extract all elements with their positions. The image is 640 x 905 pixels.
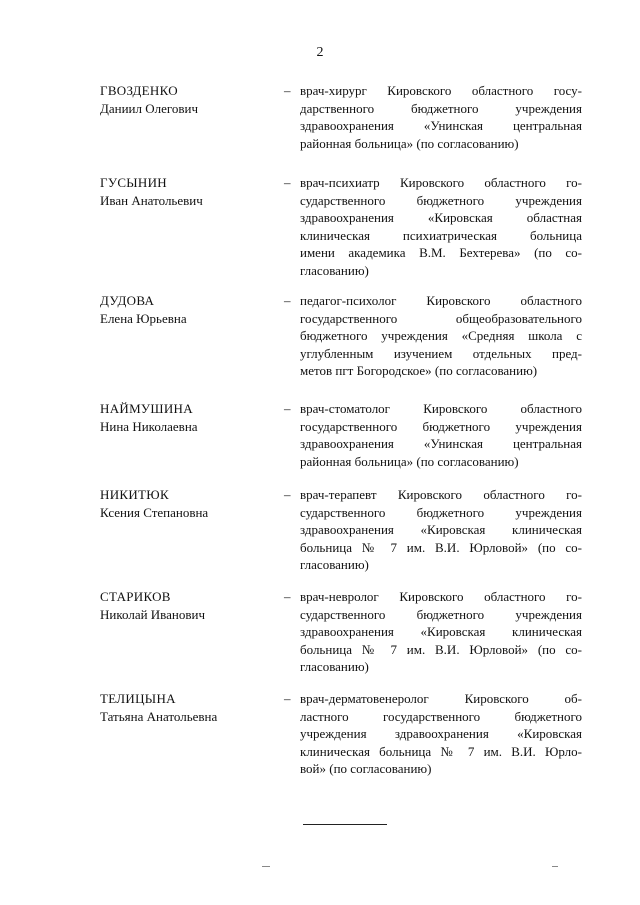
position-line: клиническая психиатрическая больница xyxy=(300,227,582,243)
member-position xyxy=(300,82,582,152)
member-surname: ДУДОВА xyxy=(100,293,155,308)
position-line: врач-терапевт Кировского областного го- xyxy=(300,487,582,502)
position-line: углубленным изучением отдельных пред- xyxy=(300,345,582,361)
position-line: учреждения здравоохранения «Кировская xyxy=(300,726,582,741)
position-line: врач-психиатр Кировского областного го- xyxy=(300,175,582,190)
position-line: имени академика В.М. Бехтерева» (по со- xyxy=(300,245,582,260)
position-line: сударственного бюджетного учреждения xyxy=(300,504,582,520)
entry-dash: – xyxy=(284,401,291,416)
member-name xyxy=(100,292,275,327)
entry-dash: – xyxy=(284,691,291,706)
position-line: больница № 7 им. В.И. Юрловой» (по со- xyxy=(300,539,582,555)
scan-artifact xyxy=(262,866,270,867)
position-line: клиническая больница № 7 им. В.И. Юрло- xyxy=(300,743,582,759)
position-line: больница № 7 им. В.И. Юрловой» (по со- xyxy=(300,641,582,657)
position-line: дарственного бюджетного учреждения xyxy=(300,100,582,116)
position-line: гласованию) xyxy=(300,659,369,674)
position-line: вой» (по согласованию) xyxy=(300,761,432,776)
position-line: здравоохранения «Кировская областная xyxy=(300,210,582,225)
member-surname: СТАРИКОВ xyxy=(100,589,171,604)
entry-dash: – xyxy=(284,487,291,502)
entry-dash: – xyxy=(284,175,291,190)
position-line: здравоохранения «Унинская центральная xyxy=(300,118,582,133)
member-position xyxy=(300,292,582,380)
member-position xyxy=(300,690,582,778)
member-name xyxy=(100,588,275,623)
position-line: врач-стоматолог Кировского областного xyxy=(300,401,582,416)
position-line: сударственного бюджетного учреждения xyxy=(300,192,582,208)
position-line: гласованию) xyxy=(300,557,369,572)
closing-rule xyxy=(303,824,387,825)
position-line: здравоохранения «Унинская центральная xyxy=(300,436,582,451)
entry-dash: – xyxy=(284,589,291,604)
position-line: районная больница» (по согласованию) xyxy=(300,135,519,151)
member-name xyxy=(100,82,275,117)
position-line: государственного бюджетного учреждения xyxy=(300,418,582,434)
member-name xyxy=(100,400,275,435)
member-surname: ГВОЗДЕНКО xyxy=(100,83,178,98)
position-line: педагог-психолог Кировского областного xyxy=(300,293,582,308)
position-line: гласованию) xyxy=(300,262,369,278)
position-line: районная больница» (по согласованию) xyxy=(300,453,519,469)
member-given-names: Иван Анатольевич xyxy=(100,192,203,208)
entry-dash: – xyxy=(284,83,291,98)
position-line: ластного государственного бюджетного xyxy=(300,708,582,724)
position-line: сударственного бюджетного учреждения xyxy=(300,606,582,622)
member-surname: НИКИТЮК xyxy=(100,487,169,502)
member-surname: ТЕЛИЦЫНА xyxy=(100,691,176,706)
member-given-names: Даниил Олегович xyxy=(100,100,199,116)
position-line: здравоохранения «Кировская клиническая xyxy=(300,624,582,639)
member-position xyxy=(300,588,582,676)
member-name xyxy=(100,690,275,725)
position-line: государственного общеобразовательного xyxy=(300,310,582,326)
position-line: врач-дерматовенеролог Кировского об- xyxy=(300,691,582,706)
member-position xyxy=(300,400,582,470)
member-given-names: Нина Николаевна xyxy=(100,418,198,434)
member-given-names: Татьяна Анатольевна xyxy=(100,708,218,724)
member-name xyxy=(100,174,275,209)
position-line: врач-хирург Кировского областного госу- xyxy=(300,83,582,98)
scan-artifact xyxy=(552,866,558,867)
page-number: 2 xyxy=(316,45,324,60)
member-position xyxy=(300,174,582,279)
member-given-names: Николай Иванович xyxy=(100,606,206,622)
member-given-names: Ксения Степановна xyxy=(100,504,209,520)
member-name xyxy=(100,486,275,521)
member-given-names: Елена Юрьевна xyxy=(100,310,187,326)
entry-dash: – xyxy=(284,293,291,308)
member-surname: НАЙМУШИНА xyxy=(100,401,193,416)
member-surname: ГУСЫНИН xyxy=(100,175,167,190)
position-line: метов пгт Богородское» (по согласованию) xyxy=(300,363,538,378)
position-line: бюджетного учреждения «Средняя школа с xyxy=(300,328,582,343)
position-line: врач-невролог Кировского областного го- xyxy=(300,589,582,604)
member-position xyxy=(300,486,582,574)
position-line: здравоохранения «Кировская клиническая xyxy=(300,522,582,537)
